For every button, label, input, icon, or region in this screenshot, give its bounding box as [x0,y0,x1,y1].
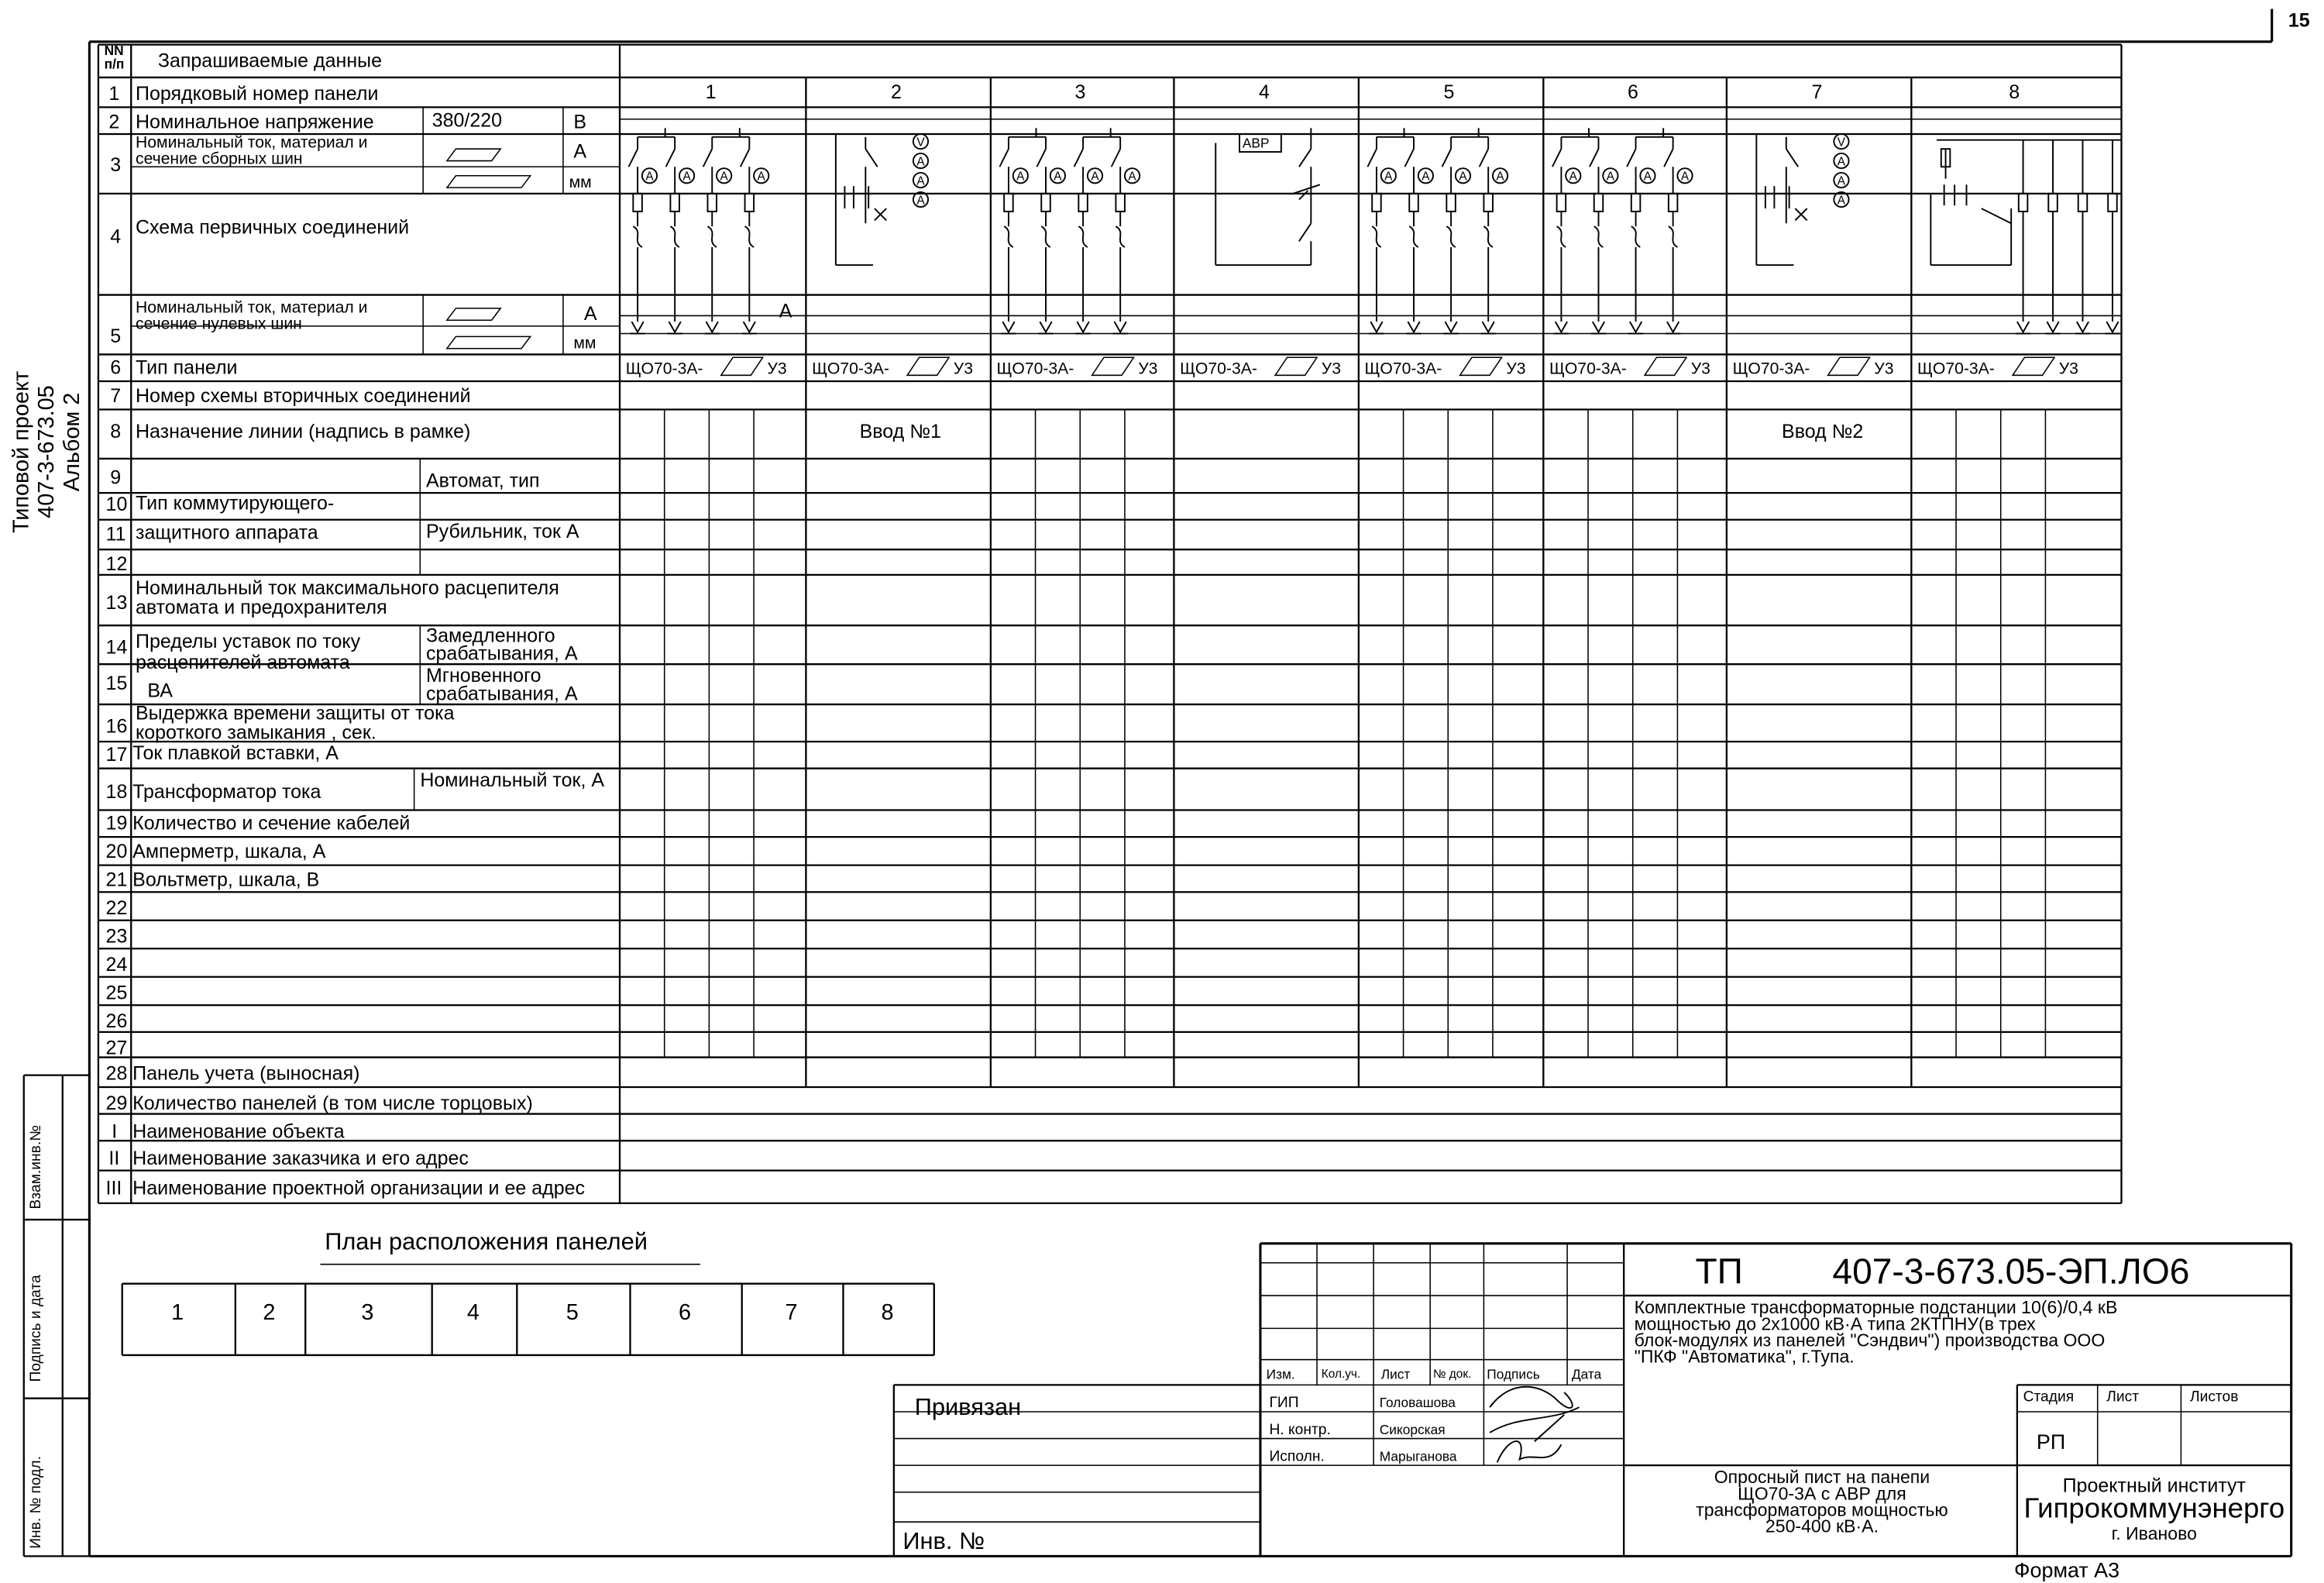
row-label-4: Схема первичных соединений [136,215,410,239]
panel-type-prefix: ЩО70-3А- [1549,360,1627,379]
row-unit-3a: А [573,139,587,163]
panel-type-prefix: ЩО70-3А- [1180,360,1257,379]
svg-text:A: A [682,170,691,184]
row-num-26: 26 [105,1010,128,1032]
panel-type-suffix: У3 [2058,360,2078,379]
row-sub-11: Рубильник, ток А [426,519,579,542]
panel-type-prefix: ЩО70-3А- [812,360,889,379]
row-8-vvod2: Ввод №2 [1782,419,1864,442]
row-num-2: 2 [108,110,120,133]
tb-tp: ТП [1695,1252,1743,1293]
panel-type-prefix: ЩО70-3А- [625,360,703,379]
row-num-6: 6 [110,356,122,379]
row-unit-5a: А [583,302,597,325]
row-label-2: Номинальное напряжение [136,110,374,133]
row-num-10: 10 [105,493,128,515]
row-label-II: Наименование заказчика и его адрес [132,1146,469,1169]
tb-role-2: Исполн. [1269,1449,1325,1466]
plan-cell: 3 [361,1299,374,1326]
row-num-16: 16 [105,714,128,738]
row-label-13: Номинальный ток максимального расцепителя автомата и предохранителя [136,576,559,618]
side-label-album: Альбом 2 [59,392,85,492]
svg-text:A: A [916,155,925,169]
row-num-13: 13 [105,590,128,614]
plan-cell: 8 [881,1299,894,1326]
row-num-15: 15 [105,671,128,694]
row-label-1: Порядковый номер панели [136,81,379,105]
svg-text:A: A [1680,170,1690,184]
tb-koluch: Кол.уч. [1321,1367,1361,1381]
row-num-24: 24 [105,953,128,976]
row-label-15: ВА [147,679,173,702]
stamp-inv: Инв. № подл. [28,1456,45,1549]
row-label-16: Выдержка времени защиты от тока короткого замыкания , сек. [136,701,455,744]
plan-title: План расположения панелей [325,1230,648,1256]
row-num-27: 27 [105,1036,128,1059]
row-num-29: 29 [105,1091,128,1114]
tb-privyazan: Привязан [914,1395,1022,1421]
row-num-12: 12 [105,552,128,575]
svg-text:A: A [1016,170,1025,184]
svg-text:A: A [916,194,925,208]
row-label-14: Пределы уставок по току расцепителей автомата [136,629,361,673]
row-num-25: 25 [105,981,128,1004]
row-num-III: III [105,1176,122,1199]
row-unit-3b: мм [569,174,592,192]
row-num-4: 4 [110,225,122,248]
svg-text:A: A [1054,170,1062,184]
row-8-vvod1: Ввод №1 [859,419,941,442]
tb-org-3: г. Иваново [2111,1523,2197,1545]
row-label-7: Номер схемы вторичных соединений [136,384,471,407]
panel-type-suffix: У3 [1506,360,1526,379]
svg-text:A: A [1384,170,1393,184]
row-num-II: II [108,1146,120,1169]
tb-listov: Листов [2189,1389,2239,1406]
svg-text:A: A [1422,170,1430,184]
column-number: 6 [1627,80,1638,103]
tb-description: Комплектные трансформаторные подстанции 10(6)/0,4 кВ мощностью до 2х1000 кВ·А типа 2КТПНУ(в трех блок-модулях из панелей "Сэндвич") производства ООО "ПКФ "Автоматика", г.Тупа. [1634,1296,2118,1368]
column-number: 5 [1443,80,1455,103]
row-unit-5b: мм [573,335,596,353]
svg-text:A: A [1091,170,1099,184]
plan-cell: 7 [785,1299,798,1326]
row-num-8: 8 [110,419,122,442]
tb-org-1: Проектный институт [2062,1474,2247,1497]
column-number: 3 [1074,80,1086,103]
row-label-8: Назначение линии (надпись в рамке) [136,419,471,442]
tb-data: Дата [1571,1367,1602,1382]
row-label-18: Трансформатор тока [132,780,321,803]
row-num-28: 28 [105,1062,128,1085]
column-number: 7 [1811,80,1823,103]
side-label-code: 407-3-673.05 [34,385,60,518]
svg-text:A: A [1128,170,1136,184]
column-number: 1 [705,80,717,103]
row-num-23: 23 [105,924,128,948]
tb-code: 407-3-673.05-ЭП.ЛО6 [1832,1252,2190,1293]
tb-name-0: Головашова [1379,1395,1456,1411]
row-sub-14: Замедленного срабатывания, А [426,624,578,665]
plan-cell: 1 [171,1299,184,1326]
plan-cell: 2 [263,1299,276,1326]
stamp-podpis: Подпись и дата [28,1275,45,1382]
svg-text:A: A [1606,170,1615,184]
row-label-6: Тип панели [136,356,238,379]
tb-list: Лист [1380,1367,1411,1382]
row-unit-2: В [573,110,587,133]
row-num-7: 7 [110,384,122,407]
row-num-11: 11 [105,522,126,545]
panel-type-prefix: ЩО70-3А- [1917,360,1995,379]
row-num-20: 20 [105,839,128,862]
row-label-20: Амперметр, шкала, А [132,839,326,862]
svg-text:A: A [720,170,728,184]
row-num-18: 18 [105,780,128,803]
row-value-2: 380/220 [431,108,503,132]
row-label-I: Наименование объекта [132,1120,345,1143]
tb-role-1: Н. контр. [1269,1422,1331,1439]
row-label-III: Наименование проектной организации и ее адрес [132,1176,586,1199]
row-label-28: Панель учета (выносная) [132,1062,360,1085]
plan-cell: 5 [566,1299,579,1326]
row-num-9: 9 [110,466,122,489]
panel-type-prefix: ЩО70-3А- [1732,360,1810,379]
panel-type-suffix: У3 [767,360,787,379]
tb-role-0: ГИП [1269,1395,1299,1412]
row-label-21: Вольтметр, шкала, В [132,868,320,891]
row-sub-9: Автомат, тип [426,469,540,492]
table-title: Запрашиваемые данные [157,49,383,72]
svg-text:A: A [916,174,925,188]
svg-text:A: A [1837,174,1846,188]
plan-cell: 4 [466,1299,480,1326]
page-number: 15 [2288,9,2310,32]
svg-text:A: A [1643,170,1652,184]
row-num-5: 5 [110,324,122,347]
svg-text:A: A [1459,170,1467,184]
side-label-project: Типовой проект [9,370,35,534]
tb-name-1: Сикорская [1379,1422,1446,1437]
row-num-1: 1 [108,81,120,105]
format-label: Формат А3 [2014,1557,2120,1582]
row-label-10: Тип коммутирующего-защитного аппарата [136,491,335,544]
tb-org-2: Гипрокоммунэнерго [2023,1493,2285,1526]
tb-ndok: № док. [1433,1367,1472,1381]
nn-header: NN п/п [104,43,125,72]
row-extra-5: А [779,299,792,322]
row-label-19: Количество и сечение кабелей [132,811,411,835]
panel-type-suffix: У3 [1138,360,1158,379]
avr-label: АВР [1242,135,1270,151]
tb-podpis: Подпись [1487,1367,1540,1382]
tb-sheet-title: Опросный пист на панепи ЩО70-3А с АВР для трансформаторов мощностью 250-400 кВ·А. [1696,1467,1948,1537]
panel-type-suffix: У3 [1690,360,1710,379]
row-label-29: Количество панелей (в том числе торцовых) [132,1091,533,1114]
panel-type-prefix: ЩО70-3А- [1364,360,1442,379]
column-number: 8 [2009,80,2020,103]
row-label-3: Номинальный ток, материал и сечение сборных шин [136,133,368,169]
panel-type-suffix: У3 [953,360,973,379]
svg-text:A: A [1569,170,1577,184]
tb-name-2: Марыганова [1379,1449,1457,1464]
svg-text:V: V [1837,136,1846,150]
row-num-14: 14 [105,635,128,659]
plan-cell: 6 [678,1299,692,1326]
panel-type-suffix: У3 [1321,360,1342,379]
tb-stage: РП [2036,1430,2066,1454]
svg-text:A: A [1837,194,1846,208]
tb-list-head: Лист [2106,1389,2140,1406]
svg-text:A: A [1496,170,1504,184]
stamp-vzam: Взам.инв.№ [28,1125,45,1210]
column-number: 2 [891,80,902,103]
tb-izm: Изм. [1266,1367,1295,1382]
row-label-17: Ток плавкой вставки, А [132,742,339,764]
row-sub-18: Номинальный ток, А [420,768,605,791]
svg-text:V: V [916,136,925,150]
row-num-I: I [112,1120,118,1143]
row-num-3: 3 [110,153,122,176]
row-num-21: 21 [105,868,128,891]
column-number: 4 [1259,80,1270,103]
panel-type-prefix: ЩО70-3А- [996,360,1074,379]
svg-text:A: A [645,170,654,184]
row-num-19: 19 [105,811,128,835]
tb-stadiya: Стадия [2023,1389,2075,1406]
svg-text:A: A [757,170,765,184]
row-sub-15: Мгновенного срабатывания, А [426,664,578,705]
tb-inv: Инв. № [902,1529,985,1555]
panel-type-suffix: У3 [1874,360,1894,379]
row-num-22: 22 [105,896,128,919]
svg-text:A: A [1837,155,1846,169]
row-num-17: 17 [105,743,128,766]
row-label-5: Номинальный ток, материал и сечение нулевых шин [136,299,368,334]
